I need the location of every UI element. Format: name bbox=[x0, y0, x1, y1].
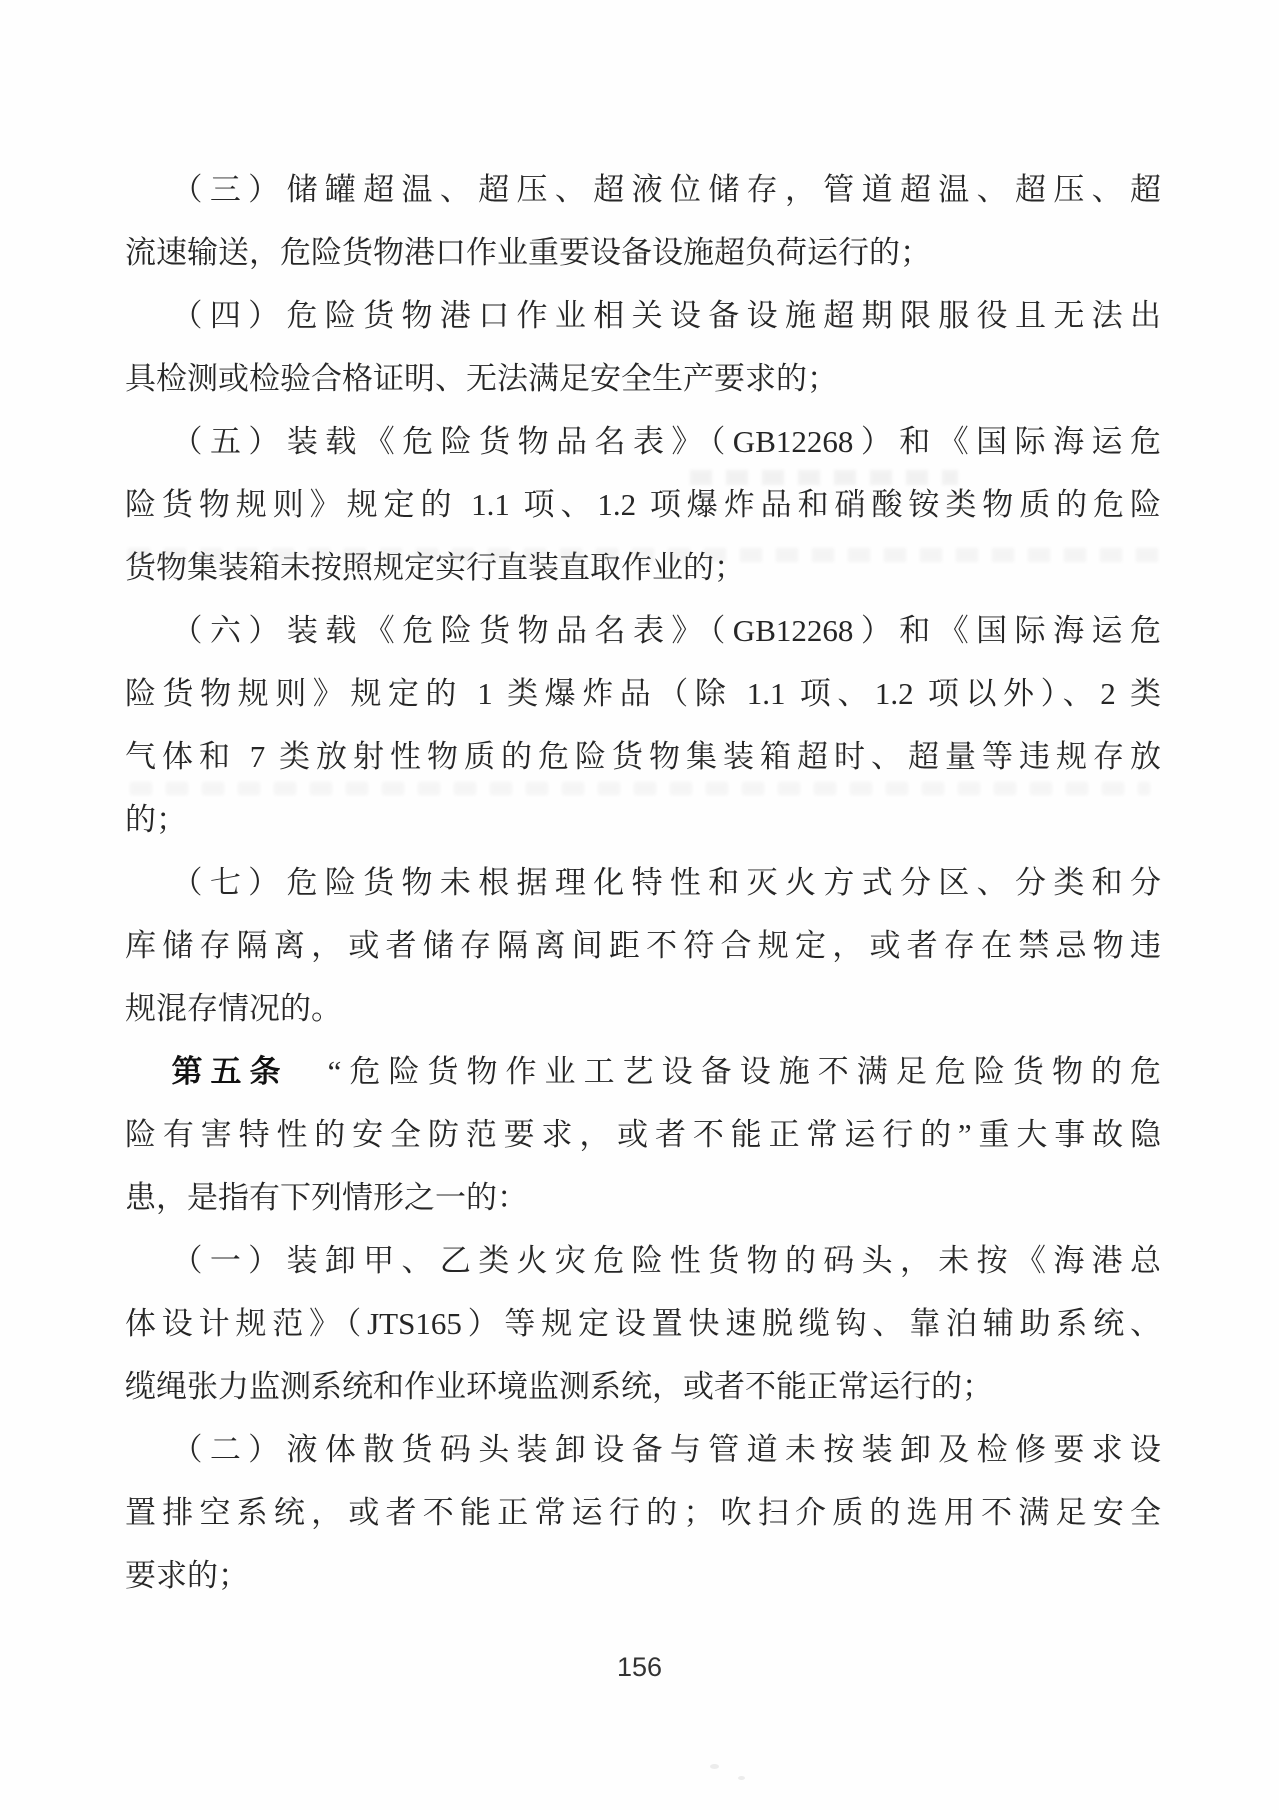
article-5-item-2-line bbox=[125, 1481, 1161, 1544]
body-text: 库储存隔离，或者储存隔离间距不符合规定，或者存在禁忌物违 bbox=[125, 928, 1161, 963]
body-text: 货物集装箱未按照规定实行直装直取作业的； bbox=[125, 550, 745, 585]
article-5-item-1-line bbox=[125, 1292, 1161, 1355]
article-5-intro-line bbox=[125, 1040, 1161, 1103]
item-6-line bbox=[125, 788, 1161, 851]
body-text: （一）装卸甲、乙类火灾危险性货物的码头，未按《海港总 bbox=[171, 1243, 1161, 1278]
item-6-line bbox=[125, 599, 1161, 662]
article-5-item-1-line bbox=[125, 1229, 1161, 1292]
item-6-line bbox=[125, 662, 1161, 725]
body-text: 险有害特性的安全防范要求，或者不能正常运行的”重大事故隐 bbox=[125, 1117, 1161, 1152]
body-text: （三）储罐超温、超压、超液位储存，管道超温、超压、超 bbox=[171, 172, 1161, 207]
body-text: （七）危险货物未根据理化特性和灭火方式分区、分类和分 bbox=[171, 865, 1161, 900]
body-text: 患，是指有下列情形之一的： bbox=[125, 1180, 528, 1215]
body-text: 具检测或检验合格证明、无法满足安全生产要求的； bbox=[125, 361, 838, 396]
article-5-intro-line bbox=[125, 1103, 1161, 1166]
item-5-line bbox=[125, 410, 1161, 473]
body-text: （二）液体散货码头装卸设备与管道未按装卸及检修要求设 bbox=[171, 1432, 1161, 1467]
body-text: 险货物规则》规定的 1 类爆炸品（除 1.1 项、1.2 项以外）、2 类 bbox=[125, 676, 1161, 711]
body-text: 置排空系统，或者不能正常运行的；吹扫介质的选用不满足安全 bbox=[125, 1495, 1161, 1530]
item-3-line bbox=[125, 221, 1161, 284]
scan-artifact bbox=[710, 1764, 719, 1769]
body-text: 规混存情况的。 bbox=[125, 991, 342, 1026]
body-text: （五）装载《危险货物品名表》（GB12268）和《国际海运危 bbox=[171, 424, 1161, 459]
body-text: 体设计规范》（JTS165）等规定设置快速脱缆钩、靠泊辅助系统、 bbox=[125, 1306, 1161, 1341]
body-text: （四）危险货物港口作业相关设备设施超期限服役且无法出 bbox=[171, 298, 1161, 333]
article-5-item-2-line bbox=[125, 1544, 1161, 1607]
item-7-line bbox=[125, 977, 1161, 1040]
body-text: （六）装载《危险货物品名表》（GB12268）和《国际海运危 bbox=[171, 613, 1161, 648]
article-5-item-1-line bbox=[125, 1355, 1161, 1418]
item-6-line bbox=[125, 725, 1161, 788]
scan-artifact bbox=[738, 1776, 745, 1780]
item-4-line bbox=[125, 347, 1161, 410]
item-7-line bbox=[125, 914, 1161, 977]
body-text: 缆绳张力监测系统和作业环境监测系统，或者不能正常运行的； bbox=[125, 1369, 993, 1404]
item-3-line bbox=[125, 158, 1161, 221]
item-7-line bbox=[125, 851, 1161, 914]
body-text: 要求的； bbox=[125, 1558, 249, 1593]
body-text: 的； bbox=[125, 802, 187, 837]
body-text: 险货物规则》规定的 1.1 项、1.2 项爆炸品和硝酸铵类物质的危险 bbox=[125, 487, 1161, 522]
document-text-block bbox=[125, 158, 1161, 1607]
page-number: 156 bbox=[616, 1652, 663, 1682]
body-text: “危险货物作业工艺设备设施不满足危险货物的危 bbox=[288, 1054, 1161, 1089]
article-5-item-2-line bbox=[125, 1418, 1161, 1481]
article-5-intro-line bbox=[125, 1166, 1161, 1229]
body-text: 气体和 7 类放射性物质的危险货物集装箱超时、超量等违规存放 bbox=[125, 739, 1161, 774]
body-text: 流速输送，危险货物港口作业重要设备设施超负荷运行的； bbox=[125, 235, 931, 270]
item-4-line bbox=[125, 284, 1161, 347]
item-5-line bbox=[125, 473, 1161, 536]
item-5-line bbox=[125, 536, 1161, 599]
article-heading-text: 第五条 bbox=[171, 1054, 289, 1089]
